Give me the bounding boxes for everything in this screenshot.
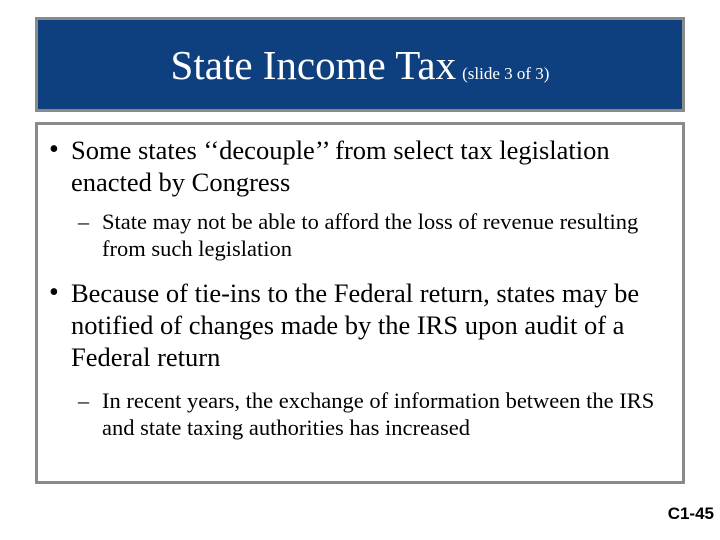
slide-title-subtitle: (slide 3 of 3): [462, 63, 550, 83]
sub-bullet-text: State may not be able to afford the loss of revenue resulting from such legislation: [102, 209, 639, 261]
bullet-text: Because of tie-ins to the Federal return, states may be notified of changes made by the IRS upon audit of a Federal return: [71, 278, 640, 372]
slide-number: C1-45: [667, 504, 714, 523]
slide-title-bar: [35, 17, 685, 112]
bullet-item: [38, 134, 682, 198]
bullet-marker: •: [49, 277, 59, 308]
sub-bullet-item: [38, 387, 682, 441]
bullet-text: Some states ‘‘decouple’’ from select tax legislation enacted by Congress: [71, 135, 610, 197]
sub-bullet-marker: –: [78, 388, 89, 413]
slide-title: [171, 41, 550, 89]
bullet-item: [38, 277, 682, 373]
slide-title-main: State Income Tax: [170, 41, 457, 88]
sub-bullet-text: In recent years, the exchange of information between the IRS and state taxing authorities has increased: [102, 388, 655, 440]
sub-bullet-item: [38, 208, 682, 262]
slide-content-box: [35, 122, 685, 484]
bullet-marker: •: [49, 134, 59, 165]
sub-bullet-marker: –: [78, 209, 89, 234]
